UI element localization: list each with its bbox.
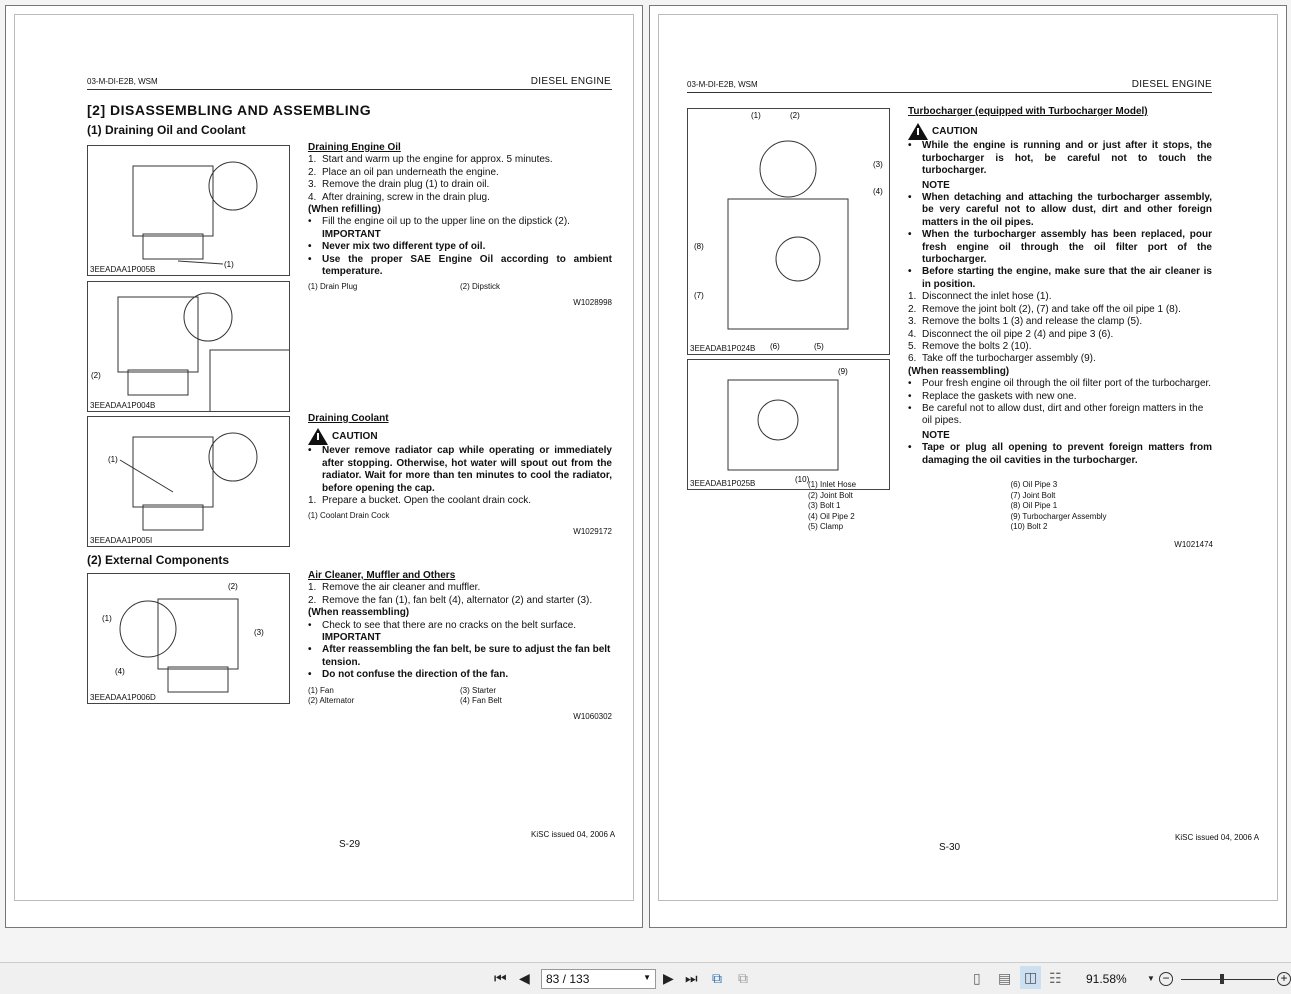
text: When detaching and attaching the turbocharger assembly, be very careful not to allow dust, dirt and other foreign matters in the oil pipes.	[922, 192, 1212, 228]
page-number-input[interactable]	[541, 969, 656, 989]
text: (8) Oil Pipe 1	[1010, 501, 1058, 510]
caution-label	[908, 123, 1212, 140]
svg-text:(3): (3)	[254, 628, 264, 637]
svg-text:(5): (5)	[814, 342, 824, 351]
text: (2) Joint Bolt	[808, 490, 853, 500]
turbocharger-figure	[687, 108, 890, 355]
text: (3) Starter	[460, 685, 497, 695]
svg-text:(10): (10)	[795, 475, 810, 484]
svg-text:(1): (1)	[108, 455, 118, 464]
previous-page-icon[interactable]: ◀	[519, 970, 530, 986]
text: 3EEADAA1P005I	[90, 536, 153, 545]
text: IMPORTANT	[322, 228, 381, 240]
text: After draining, screw in the drain plug.	[322, 191, 490, 203]
text: W1021474	[1174, 539, 1213, 549]
zoom-dropdown-icon[interactable]: ▼	[1147, 974, 1155, 983]
text: 3EEADAA1P004B	[90, 401, 156, 410]
zoom-level[interactable]: 91.58%	[1086, 972, 1127, 986]
text: W1060302	[573, 711, 612, 721]
single-page-icon[interactable]: ▯	[973, 970, 981, 986]
text: Turbocharger (equipped with Turbocharger Model)	[908, 106, 1148, 117]
text: W1029172	[573, 526, 612, 536]
text: (When refilling)	[308, 204, 381, 216]
text: Check to see that there are no cracks on the belt surface.	[322, 619, 577, 631]
engine-figure	[87, 145, 290, 276]
next-view-icon[interactable]: ⧉	[738, 970, 748, 986]
text: Remove the drain plug (1) to drain oil.	[322, 179, 490, 191]
text: Replace the gaskets with new one.	[922, 390, 1077, 402]
text: Use the proper SAE Engine Oil according to ambient temperature.	[322, 253, 612, 278]
text: Never mix two different type of oil.	[322, 241, 486, 253]
text: Place an oil pan underneath the engine.	[322, 166, 499, 178]
air-cleaner-section: Air Cleaner, Muffler and Others 1. Remove the air cleaner and muffler. 2. Remove the fan (1), fan belt (4), alternator (2) and starter (3). (When reassembling) • Check to see that there are no cracks on the belt surface. IMPORTANT • After reassembling the fan belt, be sure to adjust the fan belt tension. • Do not confuse the direction of the fan. (1) Fan (3) Starter (2) Alternator (4) Fan Belt W1060302	[308, 570, 612, 723]
text: (4) Fan Belt	[460, 696, 502, 706]
text: Remove the fan (1), fan belt (4), alternator (2) and starter (3).	[322, 594, 593, 606]
section-title: [2] DISASSEMBLING AND ASSEMBLING	[87, 102, 372, 118]
svg-text:(1): (1)	[751, 111, 761, 120]
svg-text:(9): (9)	[838, 367, 848, 376]
text: Remove the bolts 2 (10).	[922, 340, 1032, 352]
page-s30	[649, 5, 1287, 928]
text: (7) Joint Bolt	[1010, 490, 1056, 500]
text: Remove the joint bolt (2), (7) and take off the oil pipe 1 (8).	[922, 303, 1181, 315]
text: Draining Coolant	[308, 413, 389, 424]
text: Disconnect the oil pipe 2 (4) and pipe 3 (6).	[922, 328, 1114, 340]
svg-text:(1): (1)	[102, 614, 112, 623]
text: 3EEADAB1P025B	[690, 479, 756, 488]
draining-engine-oil: Draining Engine Oil 1. Start and warm up the engine for approx. 5 minutes. 2. Place an oil pan underneath the engine. 3. Remove the drain plug (1) to drain oil. 4. After draining, screw in the drain plug. (When refilling) • Fill the engine oil up to the upper line on the dipstick (2). IMPORTANT • Never mix two different type of oil. • Use the proper SAE Engine Oil according to ambient temperature. (1) Drain Plug (2) Dipstick W1028998	[308, 142, 612, 309]
text: After reassembling the fan belt, be sure to adjust the fan belt tension.	[322, 644, 611, 668]
text: W1028998	[573, 297, 612, 307]
text: (When reassembling)	[308, 607, 410, 619]
text: 83 / 133	[546, 972, 590, 986]
header-left: 03-M-DI-E2B, WSM	[687, 80, 758, 89]
svg-text:(4): (4)	[115, 667, 125, 676]
text: Draining Engine Oil	[308, 142, 401, 153]
last-page-icon[interactable]: ⏭	[685, 970, 698, 986]
parts-legend	[808, 476, 1213, 551]
svg-text:(1): (1)	[224, 260, 234, 269]
text: Remove the bolts 1 (3) and release the clamp (5).	[922, 316, 1143, 328]
text: Before starting the engine, make sure that the air cleaner is in position.	[922, 266, 1212, 290]
continuous-page-icon[interactable]: ▤	[998, 970, 1012, 986]
zoom-slider[interactable]	[1181, 979, 1275, 980]
text: (When reassembling)	[908, 365, 1010, 377]
text: Tape or plug all opening to prevent foreign matters from damaging the oil cavities in the turbocharger.	[922, 442, 1212, 466]
text: 3EEADAB1P024B	[690, 344, 756, 353]
first-page-icon[interactable]: ⏮	[494, 970, 507, 986]
text: Air Cleaner, Muffler and Others	[308, 570, 456, 581]
svg-text:(2): (2)	[228, 582, 238, 591]
text: 3EEADAA1P005B	[90, 265, 156, 274]
svg-text:(2): (2)	[91, 371, 101, 380]
two-page-icon[interactable]: ◫	[1020, 966, 1041, 989]
svg-text:(8): (8)	[694, 242, 704, 251]
svg-text:(4): (4)	[873, 187, 883, 196]
text: Remove the air cleaner and muffler.	[322, 582, 481, 594]
two-page-continuous-icon[interactable]: ☷	[1049, 970, 1062, 986]
text: Be careful not to allow dust, dirt and other foreign matters in the oil pipes.	[922, 402, 1204, 427]
zoom-in-icon[interactable]: +	[1277, 972, 1291, 986]
text: Take off the turbocharger assembly (9).	[922, 353, 1096, 365]
text: Disconnect the inlet hose (1).	[922, 291, 1052, 303]
svg-text:(6): (6)	[770, 342, 780, 351]
page-number: S-30	[939, 842, 961, 853]
draining-coolant: Draining Coolant CAUTION • Never remove radiator cap while operating or immediately after stopping. Otherwise, hot water will spout out from the radiator. Wait for more than ten minutes to cool the radiator, before opening the cap. 1. Prepare a bucket. Open the coolant drain cock. (1) Coolant Drain Cock W1029172	[308, 413, 612, 538]
text: Prepare a bucket. Open the coolant drain cock.	[322, 495, 532, 507]
text: (3) Bolt 1	[808, 501, 841, 510]
text: (9) Turbocharger Assembly	[1010, 511, 1107, 521]
header-right: DIESEL ENGINE	[1131, 79, 1212, 90]
text: Fill the engine oil up to the upper line on the dipstick (2).	[322, 216, 570, 228]
text: (4) Oil Pipe 2	[808, 511, 855, 521]
turbocharger-figure	[687, 359, 890, 490]
subsection-title: (1) Draining Oil and Coolant	[87, 123, 246, 137]
text: IMPORTANT	[322, 632, 381, 644]
svg-text:(3): (3)	[873, 160, 883, 169]
text: (1) Inlet Hose	[808, 480, 857, 489]
page-s29	[5, 5, 643, 928]
text: (1) Drain Plug	[308, 282, 358, 292]
svg-text:(2): (2)	[790, 111, 800, 120]
warning-icon	[908, 123, 928, 140]
caution-label	[308, 428, 612, 445]
text: Pour fresh engine oil through the oil filter port of the turbocharger.	[922, 378, 1212, 390]
header-right: DIESEL ENGINE	[530, 76, 611, 87]
issued-note: KiSC issued 04, 2006 A	[1175, 833, 1260, 842]
zoom-out-icon[interactable]: −	[1159, 972, 1173, 986]
text: NOTE	[922, 179, 950, 191]
engine-figure	[87, 573, 290, 704]
text: Never remove radiator cap while operating or immediately after stopping. Otherwise, hot water will spout out from the radiator. Wait for more than ten minutes to cool the radiator, before opening the cap.	[322, 445, 612, 494]
warning-icon	[308, 428, 328, 445]
text: Do not confuse the direction of the fan.	[322, 669, 509, 681]
text: (10) Bolt 2	[1010, 522, 1048, 531]
text: (6) Oil Pipe 3	[1010, 480, 1058, 489]
subsection-title: (2) External Components	[87, 553, 230, 567]
text: NOTE	[922, 429, 950, 441]
header-left: 03-M-DI-E2B, WSM	[87, 77, 158, 86]
bottom-toolbar	[0, 962, 1291, 994]
svg-text:(7): (7)	[694, 291, 704, 300]
text: (1) Coolant Drain Cock	[308, 511, 390, 521]
previous-view-icon[interactable]: ⧉	[712, 970, 722, 986]
engine-figure	[87, 416, 290, 547]
next-page-icon[interactable]: ▶	[663, 970, 674, 986]
turbocharger-section: Turbocharger (equipped with Turbocharger Model) CAUTION • While the engine is running and or just after it stops, the turbocharger is hot, be careful not to touch the turbocharger. NOTE • When detaching and attaching the turbocharger assembly, be very careful not to allow dust, dirt and other foreign matters in the oil pipes. • When the turbocharger assembly has been replaced, pour fresh engine oil through the oil filter port of the turbocharger. • Before starting the engine, make sure that the air cleaner is in position. 1. Disconnect the inlet hose (1). 2. Remove the joint bolt (2), (7) and take off the oil pipe 1 (8). 3. Remove the bolts 1 (3) and release the clamp (5). 4. Disconnect the oil pipe 2 (4) and pipe 3 (6). 5. Remove the bolts 2 (10). 6. Take off the turbocharger assembly (9). (When reassembling) • Pour fresh engine oil through the oil filter port of the turbocharger. • Replace the gaskets with new one. • Be careful not to allow dust, dirt and other foreign matters in the oil pipes. NOTE • Tape or plug all opening to prevent foreign matters from damaging the oil cavities in the turbocharger.	[908, 106, 1212, 466]
page-number: S-29	[339, 839, 361, 850]
text: Start and warm up the engine for approx. 5 minutes.	[322, 154, 553, 166]
engine-figure	[87, 281, 290, 412]
text: (2) Alternator	[308, 696, 355, 706]
issued-note: KiSC issued 04, 2006 A	[531, 830, 616, 839]
chevron-down-icon: ▼	[643, 973, 651, 982]
text: While the engine is running and or just after it stops, the turbocharger is hot, be careful not to touch the turbocharger.	[922, 140, 1212, 177]
text: (5) Clamp	[808, 522, 844, 531]
text: (1) Fan	[308, 685, 334, 695]
text: When the turbocharger assembly has been replaced, pour fresh engine oil through the oil filter port of the turbocharger.	[922, 229, 1212, 266]
zoom-slider-thumb[interactable]	[1220, 974, 1224, 984]
text: (2) Dipstick	[460, 282, 501, 292]
text: CAUTION	[932, 125, 978, 137]
text: CAUTION	[332, 430, 378, 442]
text: 3EEADAA1P006D	[90, 693, 156, 702]
